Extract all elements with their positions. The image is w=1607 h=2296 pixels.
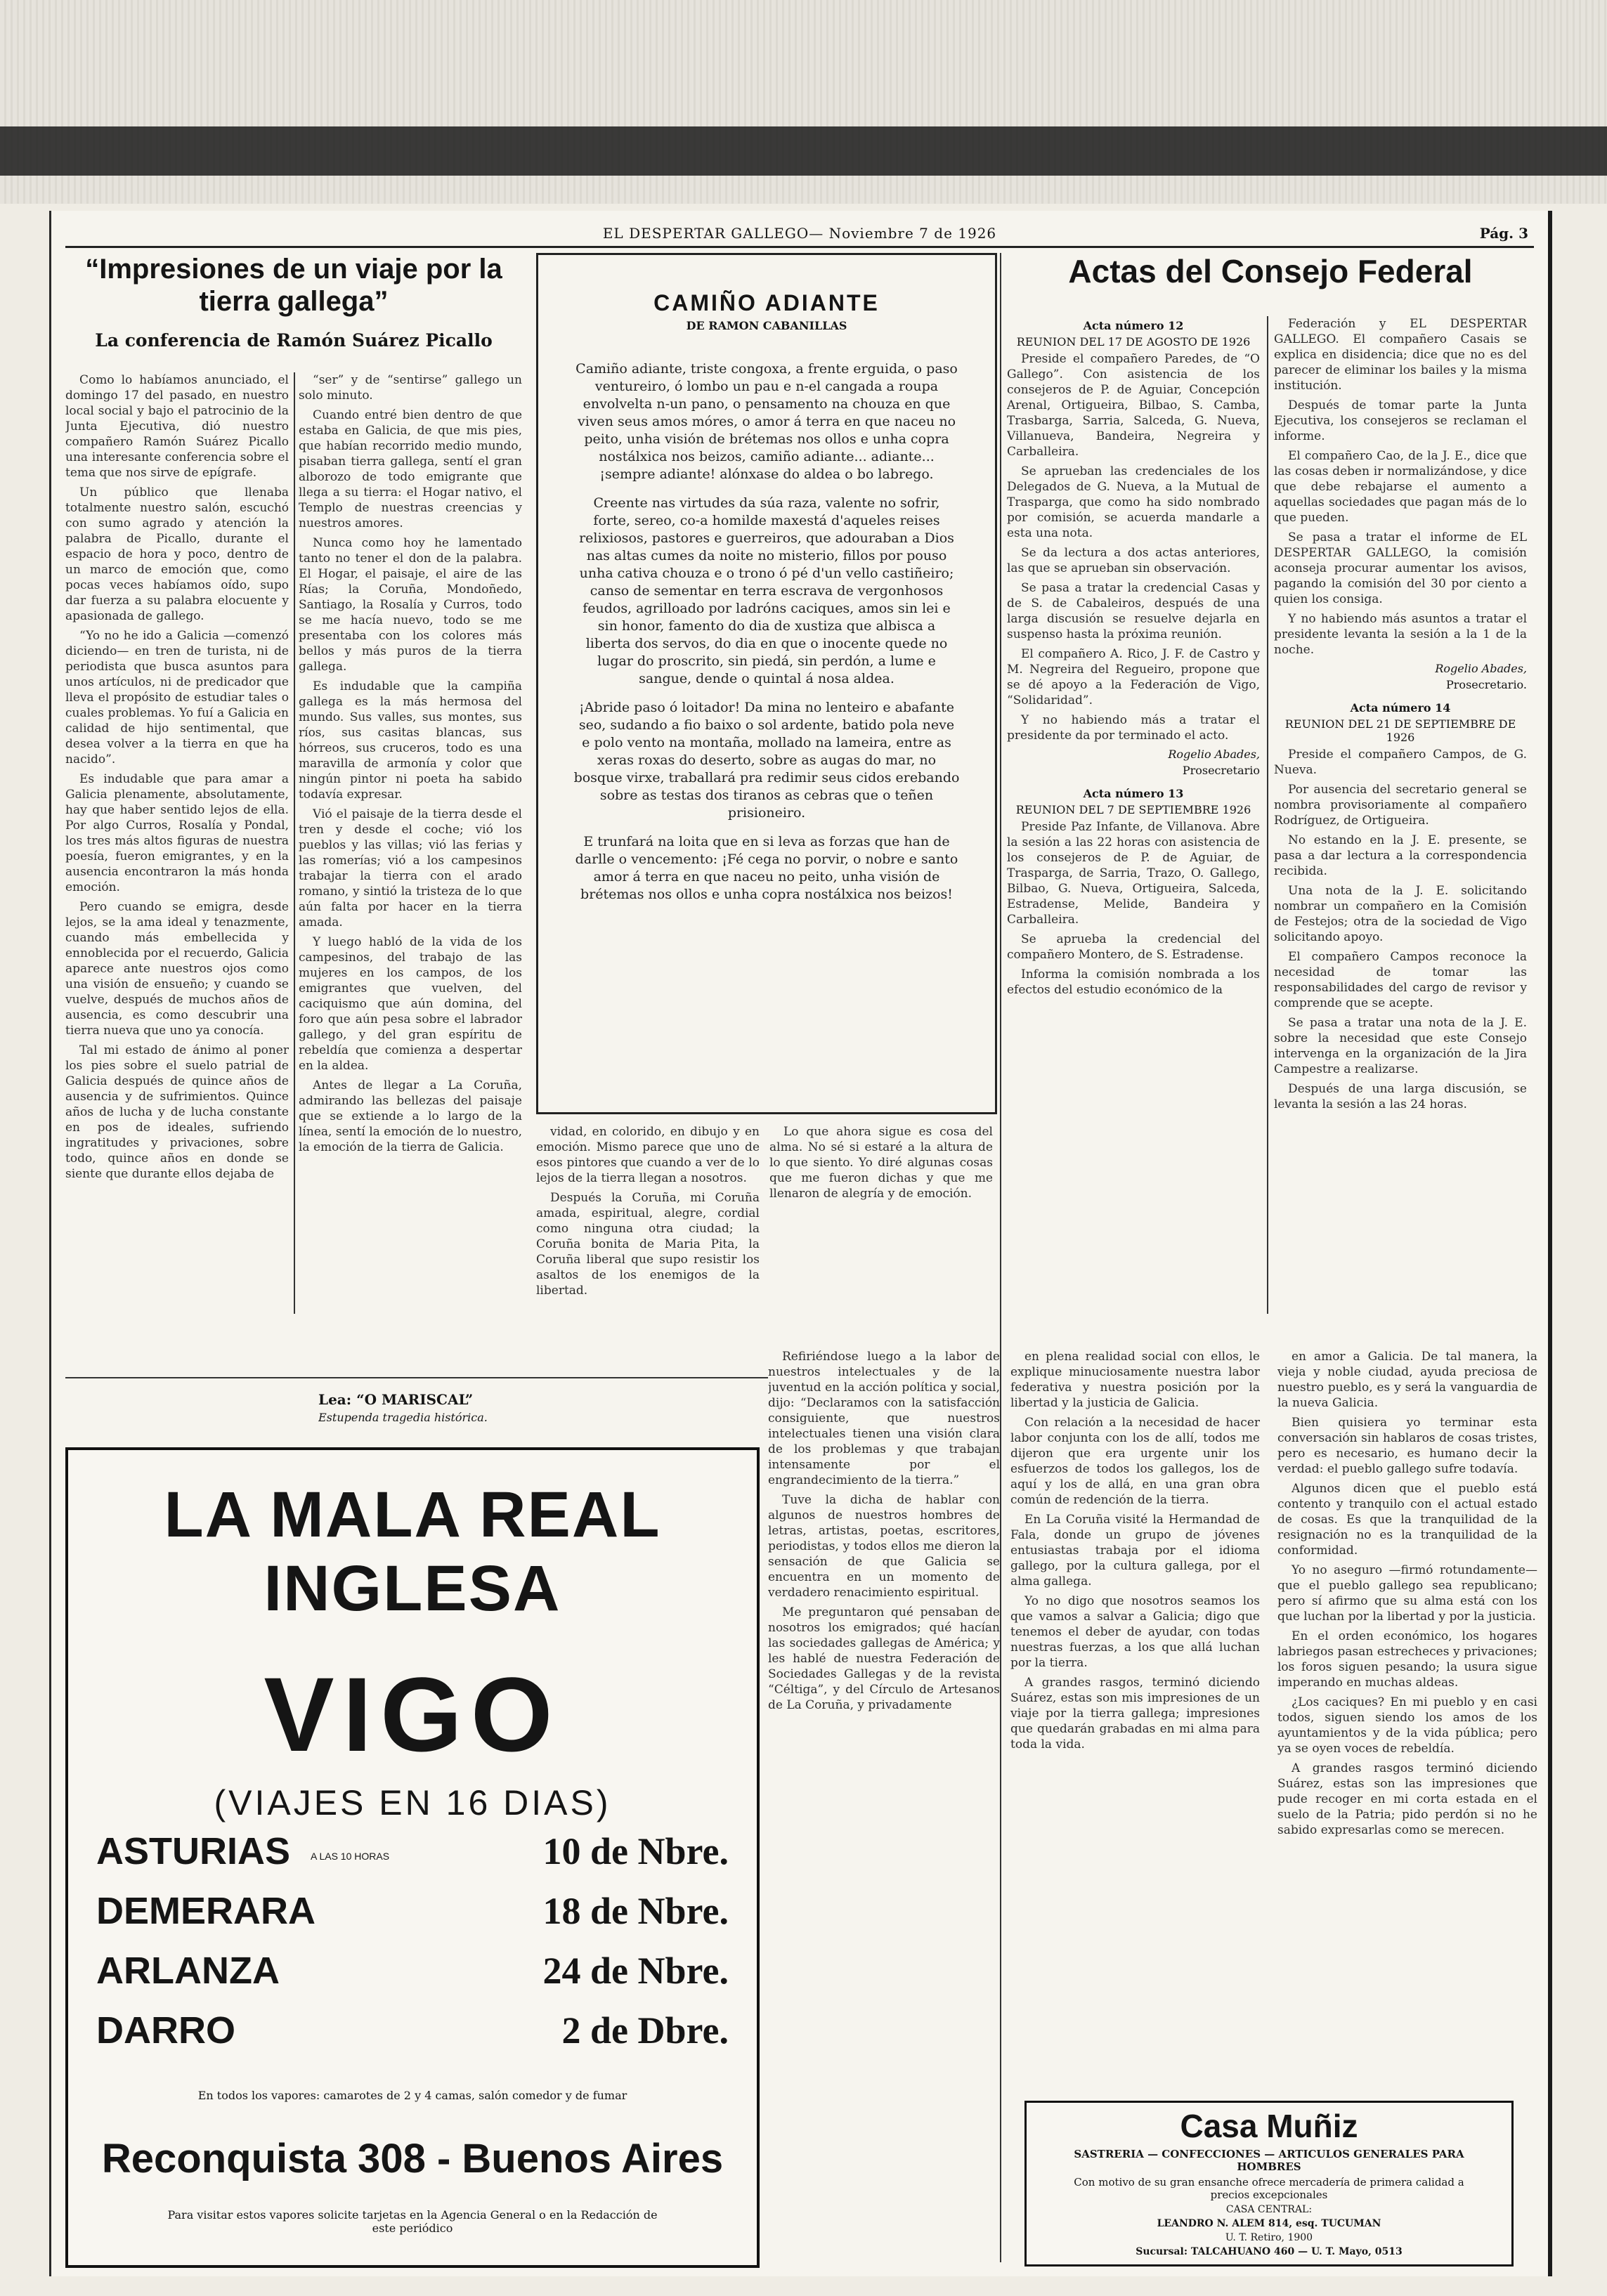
acta-paragraph: Se pasa a tratar la credencial Casas y de S. de Cabaleiros, después de una larga discusión se resuelve dejarla en suspenso hasta la próxima reunión. xyxy=(1007,581,1260,641)
poem-stanza: E trunfará na loita que en si leva as forzas que han de darlle o vencemento: ¡Fé cega no porvir, o nobre e santo amor á terra en que naceu no peito, unha visión de brétemas nos ollos e unha copra nostálxica nos beizos! xyxy=(575,833,958,902)
acta-signature-role: Prosecretario. xyxy=(1446,678,1527,691)
article-paragraph: Un público que llenaba totalmente nuestro salón, escuchó con sumo agrado y atención la palabra de Picallo, durante el espacio de hora y poco, dentro de un marco de emoción que, como pocas veces habíamos oído, supo dar fuerza a su palabra elocuente y apasionada de gallego. xyxy=(65,485,289,623)
departure-date: 18 de Nbre. xyxy=(542,1890,729,1932)
acta-label: Acta número 12 xyxy=(1083,319,1184,332)
article-title: “Impresiones de un viaje por la tierra gallega” xyxy=(85,254,502,317)
article-paragraph: Lo que ahora sigue es cosa del alma. No sé si estaré a la altura de lo que siento. Yo diré algunas cosas que me fueron dichas y que me llenaron de alegría y de emoción. xyxy=(769,1125,993,1201)
departure-date: 24 de Nbre. xyxy=(542,1950,729,1992)
acta-paragraph: Por ausencia del secretario general se nombra provisoriamente al compañero Rodríguez, de Ortigueira. xyxy=(1274,783,1527,828)
acta-paragraph: Preside el compañero Paredes, de “O Gallego”. Con asistencia de los consejeros de P. de Aguiar, Concepción Arenal, Ortigueira, Bilbao, S. Camba, Trasbarga, Sarria, Salceda, G. Nueva, Villanueva, Bandeira, Negreira y Carballeira. xyxy=(1007,352,1260,459)
acta-paragraph: Se pasa a tratar el informe de EL DESPERTAR GALLEGO, la comisión aconseja procurar aumentar los avisos, pagando la comisión del 30 por ciento a quien los consiga. xyxy=(1274,530,1527,606)
acta-paragraph: Después de una larga discusión, se levanta la sesión a las 24 horas. xyxy=(1274,1082,1527,1111)
acta-signature: Rogelio Abades, xyxy=(1168,748,1260,761)
acta-paragraph: Se aprueba la credencial del compañero Montero, de S. Estradense. xyxy=(1007,932,1260,962)
article-paragraph: en amor a Galicia. De tal manera, la vieja y noble ciudad, ayuda preciosa de nuestro pueblo, es y será la vanguardia de la nueva Galicia. xyxy=(1277,1350,1537,1410)
scan-dark-band xyxy=(0,126,1607,176)
article-paragraph: Es indudable que la campiña gallega es la más hermosa del mundo. Sus valles, sus montes, sus ríos, sus casitas blancas, sus hórreos, sus cruceros, todo es una maravilla de armonía y color que ningún pintor ni poeta ha sabido todavía expresar. xyxy=(299,679,522,802)
poem-footer-rule xyxy=(65,1377,768,1378)
acta-heading: REUNION DEL 17 DE AGOSTO DE 1926 xyxy=(1016,335,1251,348)
muniz-name: Casa Muñiz xyxy=(1180,2108,1358,2144)
article-col-4 xyxy=(768,1349,1000,2262)
schedule-row xyxy=(96,1889,729,1945)
acta-paragraph: Una nota de la J. E. solicitando nombrar un compañero en la Comisión de Festejos; otra de la sociedad de Vigo solicitando apoyo. xyxy=(1274,884,1527,944)
article-paragraph: Pero cuando se emigra, desde lejos, se la ama ideal y tenazmente, cuando más embellecida y ennoblecida por el recuerdo, Galicia aparece ante nuestros ojos como una visión de ensueño; y cuando se vuelve, después de muchos años de ausencia, es como descubrir una tierra nueva que uno ya conocía. xyxy=(65,900,289,1038)
ad-footer-note: Para visitar estos vapores solicite tarjetas en la Agencia General o en la Redacción de este periódico xyxy=(167,2208,658,2235)
article-paragraph: En La Coruña visité la Hermandad de Fala, donde un grupo de jóvenes entusiastas trabaja por el idioma gallego, por la cultura gallega, por el alma gallega. xyxy=(1010,1513,1260,1589)
article-paragraph: “Yo no he ido a Galicia —comenzó diciendo— en tren de turista, ni de periodista que busca asuntos para unos artículos, ni de predicador que lleva el propósito de estudiar tales o cuales problemas. Yo fuí a Galicia en calidad de hijo sentimental, que desea volver a la tierra en que ha nacido”. xyxy=(65,629,289,767)
muniz-line1: SASTRERIA — CONFECCIONES — ARTICULOS GENERALES PARA HOMBRES xyxy=(1074,2148,1464,2173)
muniz-addr2: U. T. Retiro, 1900 xyxy=(1225,2232,1313,2243)
article-paragraph: Yo no digo que nosotros seamos los que vamos a salvar a Galicia; digo que tenemos el deber de ayudar, con todas nuestras fuerzas, a los que allá luchan por la tierra. xyxy=(1010,1594,1260,1670)
departure-time: A LAS 10 HORAS xyxy=(311,1851,390,1862)
article-paragraph: En el orden económico, los hogares labriegos pasan estrecheces y privaciones; los foros siguen pesando; la usura sigue imperando en muchas aldeas. xyxy=(1277,1629,1537,1690)
acta-paragraph: Federación y EL DESPERTAR GALLEGO. El compañero Casais se explica en disidencia; dice que no es del parecer de eliminar los bailes y la misma institución. xyxy=(1274,317,1527,393)
column-rule xyxy=(1000,253,1001,2262)
poem-stanza: Camiño adiante, triste congoxa, a frente erguida, o paso ventureiro, ó lombo un pau e n-el cangada a roupa envolvelta n-un pano, o pensamento na chouza en que viven seus amos móres, o amor á terra en que naceu no peito, unha visión de brétemas nos ollos e unha copra nostálxica nos beizos, camiño adiante... adiante... ¡sempre adiante! alónxase do aldea o bo labrego. xyxy=(575,360,958,482)
poem-author: DE RAMON CABANILLAS xyxy=(686,318,847,332)
ad-company-name: LA MALA REAL INGLESA xyxy=(164,1479,661,1624)
acta-paragraph: No estando en la J. E. presente, se pasa a dar lectura a la correspondencia recibida. xyxy=(1274,833,1527,878)
article-paragraph: A grandes rasgos, terminó diciendo Suárez, estas son mis impresiones de un viaje por la tierra gallega; impresiones que quedarán grabadas en mi alma para toda la vida. xyxy=(1010,1676,1260,1752)
article-paragraph: Vió el paisaje de la tierra desde el tren y desde el coche; vió los pueblos y las villas; vió las ferias y las romerías; vió a los campesinos trabajar la tierra con el arado romano, y sintió la tristeza de lo que aún falta por hacer en la tierra amada. xyxy=(299,807,522,930)
article-paragraph: Y luego habló de la vida de los campesinos, del trabajo de las mujeres en los campos, de los emigrantes que vuelven, del caciquismo que aún domina, del foro que aún pesa sobre el labrador gallego, y del gran espíritu de rebeldía que comienza a despertar en la aldea. xyxy=(299,935,522,1073)
article-subtitle: La conferencia de Ramón Suárez Picallo xyxy=(95,330,493,351)
ship-name: ASTURIAS xyxy=(96,1830,291,1872)
acta-paragraph: Se aprueban las credenciales de los Delegados de G. Nueva, a la Mutual de Trasparga, que como ha sido nombrado por comisión, se acuerda mandarle a esta una nota. xyxy=(1007,464,1260,540)
article-paragraph: Como lo habíamos anunciado, el domingo 17 del pasado, en nuestro local social y bajo el patrocinio de la Junta Ejecutiva, dió nuestro compañero Ramón Suárez Picallo una interesante conferencia sobre el tema que nos sirve de epígrafe. xyxy=(65,373,289,480)
column-rule xyxy=(1267,316,1268,1314)
schedule-row xyxy=(96,2009,729,2065)
article-paragraph: Antes de llegar a La Coruña, admirando las bellezas del paisaje que se extiende a lo largo de la línea, sentí la emoción de lo nuestro, la emoción de la tierra de Galicia. xyxy=(299,1078,522,1154)
ad-address: Reconquista 308 - Buenos Aires xyxy=(101,2136,724,2181)
acta-label: Acta número 13 xyxy=(1083,787,1184,800)
article-paragraph: ¿Los caciques? En mi pueblo y en casi todos, siguen siendo los amos de los ayuntamientos y de la vida pública; pero ya se oyen voces de rebeldía. xyxy=(1277,1695,1537,1756)
article-paragraph: Después la Coruña, mi Coruña amada, espiritual, alegre, cordial como ninguna otra ciudad; la Coruña bonita de Maria Pita, la Coruña liberal que supo resistir los asaltos de los enemigos de la libertad. xyxy=(536,1191,760,1298)
schedule-row xyxy=(96,1949,729,2005)
schedule-row xyxy=(96,1829,729,1886)
promo-title: Lea: “O MARISCAL” xyxy=(318,1391,474,1408)
article-paragraph: “ser” y de “sentirse” gallego un solo minuto. xyxy=(299,373,522,403)
mala-real-ad xyxy=(65,1447,760,2268)
poem-promo xyxy=(318,1391,543,1440)
article-paragraph: Es indudable que para amar a Galicia plenamente, absolutamente, hay que haber sentido lejos de ella. Por algo Curros, Rosalía y Pondal, los tres más altos figuras de nuestra poesía, fueron emigrantes, y en la ausencia encontraron la más honda emoción. xyxy=(65,772,289,894)
poem-stanza: Creente nas virtudes da súa raza, valente no sofrir, forte, sereo, co-a homilde maxestá d'aqueles reises relixiosos, pastores e guerreiros, que adouraban a Dios nas altas cumes da noite no misterio, fillos por pouso unha cativa chouza e o trono ó pé d'un vello castiñeiro; canso de sementar en terra escrava de vergonhosos feudos, agrilloado por ladróns caciques, amos sin lei e sin honor, famento do dia de xustiza que albisca a liberta dos servos, do dia en que o inocente quede no lugar do proscrito, sin piedá, sin perdón, a lume e sangue, dende o quintal á nosa aldea. xyxy=(579,495,954,686)
muniz-central: CASA CENTRAL: xyxy=(1225,2204,1313,2215)
newspaper-page xyxy=(49,211,1552,2276)
article-paragraph: Tuve la dicha de hablar con algunos de nuestros hombres de letras, artistas, poetas, escritores, periodistas, y todos ellos me dieron la sensación de que Galicia se encuentra en un momento de verdadero renacimiento espiritual. xyxy=(768,1493,1000,1600)
article-paragraph: Nunca como hoy he lamentado tanto no tener el don de la palabra. El Hogar, el paisaje, el aire de las Rías; la Coruña, Mondoñedo, Santiago, la Rosalía y Curros, todo se me hacía nuevo, todo se me presentaba con los colores más bellos y más puros de la tierra gallega. xyxy=(299,536,522,674)
actas-section xyxy=(1007,253,1534,1377)
acta-paragraph: Después de tomar parte la Junta Ejecutiva, los consejeros se reclaman el informe. xyxy=(1274,398,1527,443)
article-paragraph: Cuando entré bien dentro de que estaba en Galicia, de que mis pies, que habían recorrido medio mundo, pisaban tierra gallega, sentí el gran alborozo de todo emigrante que llega a su tierra: el Hogar nativo, el Templo de nuestras creencias y nuestros amores. xyxy=(299,408,522,530)
acta-paragraph: El compañero A. Rico, J. F. de Castro y M. Negreira del Regueiro, propone que se dé apoyo a la Federación de Vigo, “Solidaridad”. xyxy=(1007,647,1260,707)
departure-date: 10 de Nbre. xyxy=(542,1830,729,1872)
acta-paragraph: Se da lectura a dos actas anteriores, las que se aprueban sin observación. xyxy=(1007,546,1260,575)
acta-label: Acta número 14 xyxy=(1350,701,1451,715)
muniz-addr3: Sucursal: TALCAHUANO 460 — U. T. Mayo, 0513 xyxy=(1136,2246,1403,2257)
casa-muniz-ad xyxy=(1024,2101,1514,2266)
poem-stanza: ¡Abride paso ó loitador! Da mina no lenteiro e abafante seo, sudando a fio baixo o sol ardente, batido pola neve e polo vento na montaña, mollado na lameira, entre as xeras roxas do deserto, sobre as augas do mar, no bosque virxe, traballará pra redimir seus cidos erebando sobre as testas dos tiranos as cebras que o teñen prisioneiro. xyxy=(573,699,960,821)
header-title: EL DESPERTAR GALLEGO— Noviembre 7 de 1926 xyxy=(602,225,997,242)
acta-paragraph: Informa la comisión nombrada a los efectos del estudio económico de la xyxy=(1007,967,1260,997)
promo-subtitle: Estupenda tragedia histórica. xyxy=(318,1411,488,1424)
article-paragraph: Refiriéndose luego a la labor de nuestros intelectuales y de la juventud en la acción política y social, dijo: “Declaramos con la satisfacción consiguiente, que nuestros intelectuales tienen una visión clara de los problemas y que trabajan intensamente por el engrandecimiento de la tierra.” xyxy=(768,1350,1000,1487)
ad-cabin-note: En todos los vapores: camarotes de 2 y 4 camas, salón comedor y de fumar xyxy=(197,2089,627,2102)
acta-paragraph: Y no habiendo más a tratar el presidente da por terminado el acto. xyxy=(1007,713,1260,743)
acta-signature-role: Prosecretario xyxy=(1182,764,1260,777)
article-paragraph: A grandes rasgos terminó diciendo Suárez, estas son las impresiones que pude recoger en mi corta estada en el suelo de la Patria; pido perdón si no he sabido expresarlas como se merecen. xyxy=(1277,1761,1537,1837)
poem-title: CAMIÑO ADIANTE xyxy=(653,290,880,315)
acta-paragraph: El compañero Campos reconoce la necesidad de tomar las responsabilidades del cargo de revisor y comprende que se acepte. xyxy=(1274,950,1527,1010)
article-paragraph: Con relación a la necesidad de hacer labor conjunta con los de allí, todos me dijeron que era urgente unir los esfuerzos de todos los gallegos, los de aquí y los de allá, en una gran obra común de redención de la tierra. xyxy=(1010,1416,1260,1507)
page-number: Pág. 3 xyxy=(1479,225,1528,242)
muniz-addr1: LEANDRO N. ALEM 814, esq. TUCUMAN xyxy=(1157,2218,1381,2229)
article-paragraph: Algunos dicen que el pueblo está contento y tranquilo con el actual estado de cosas. Es que la tranquilidad de la resignación no es la tranquilidad de la conformidad. xyxy=(1277,1482,1537,1558)
acta-paragraph: Preside Paz Infante, de Villanova. Abre la sesión a las 22 horas con asistencia de los consejeros de P. de Aguiar, de Trasparga, de Sarria, Trazo, O. Gallego, Bilbao, G. Nueva, Ortigueira, Salceda, Estradense, Melide, Bandeira y Carballeira. xyxy=(1007,820,1260,927)
acta-paragraph: Se pasa a tratar una nota de la J. E. sobre la necesidad que este Consejo intervenga en la organización de la Jira Campestre a realizarse. xyxy=(1274,1016,1527,1076)
ad-port-name: VIGO xyxy=(264,1655,561,1773)
departure-date: 2 de Dbre. xyxy=(561,2009,729,2052)
article-paragraph: Tal mi estado de ánimo al poner los pies sobre el suelo patrial de Galicia después de quince años de ausencia y de sufrimientos. Quince años de lucha y de lucha constante en pos de ideales, sufriendo ingratitudes y privaciones, sobre todo, quince años en donde se siente que durante ellos dejaba de xyxy=(65,1043,289,1181)
acta-heading: REUNION DEL 21 DE SEPTIEMBRE DE 1926 xyxy=(1284,717,1516,744)
muniz-line2: Con motivo de su gran ensanche ofrece mercadería de primera calidad a precios excepcionales xyxy=(1074,2176,1464,2201)
article-paragraph: Me preguntaron qué pensaban de nosotros los emigrados; qué hacían las sociedades gallegas de América; y les hablé de nuestra Federación de Sociedades Gallegas y de la revista “Céltiga”, y del Círculo de Artesanos de La Coruña, y privadamente xyxy=(768,1605,1000,1712)
poem-box xyxy=(536,253,997,1114)
ship-name: ARLANZA xyxy=(96,1950,280,1992)
acta-signature: Rogelio Abades, xyxy=(1435,662,1527,675)
acta-paragraph: Y no habiendo más asuntos a tratar el presidente levanta la sesión a la 1 de la noche. xyxy=(1274,612,1527,657)
acta-paragraph: Preside el compañero Campos, de G. Nueva. xyxy=(1274,748,1527,777)
actas-title: Actas del Consejo Federal xyxy=(1068,253,1473,289)
acta-paragraph: El compañero Cao, de la J. E., dice que las cosas deben ir normalizándose, y dice que debe rebajarse el aumento a aquellas sociedades que pagan más de lo que pueden. xyxy=(1274,449,1527,525)
article-paragraph: vidad, en colorido, en dibujo y en emoción. Mismo parece que uno de esos pintores que cuando a ver de lo lejos de la tierra llegan a nosotros. xyxy=(536,1125,760,1185)
article-col-6 xyxy=(1277,1349,1537,2080)
article-paragraph: Bien quisiera yo terminar esta conversación sin hablaros de cosas tristes, pero es necesario, es humano decir la verdad: el pueblo gallego sufre todavía. xyxy=(1277,1416,1537,1476)
ship-name: DEMERARA xyxy=(96,1890,316,1932)
acta-heading: REUNION DEL 7 DE SEPTIEMBRE 1926 xyxy=(1015,803,1251,816)
ship-name: DARRO xyxy=(96,2009,235,2052)
article-col-3 xyxy=(536,1124,993,1335)
article-paragraph: en plena realidad social con ellos, le explique minuciosamente nuestra labor federativa y nuestra posición por la libertad y la justicia de Galicia. xyxy=(1010,1350,1260,1410)
column-rule xyxy=(294,372,295,1314)
article-paragraph: Yo no aseguro —firmó rotundamente— que el pueblo gallego sea republicano; pero sí afirmo que su alma está con los que luchan por la libertad y por la justicia. xyxy=(1277,1563,1537,1624)
ad-trip-duration: (VIAJES EN 16 DIAS) xyxy=(214,1783,611,1822)
page-header xyxy=(65,225,1534,248)
